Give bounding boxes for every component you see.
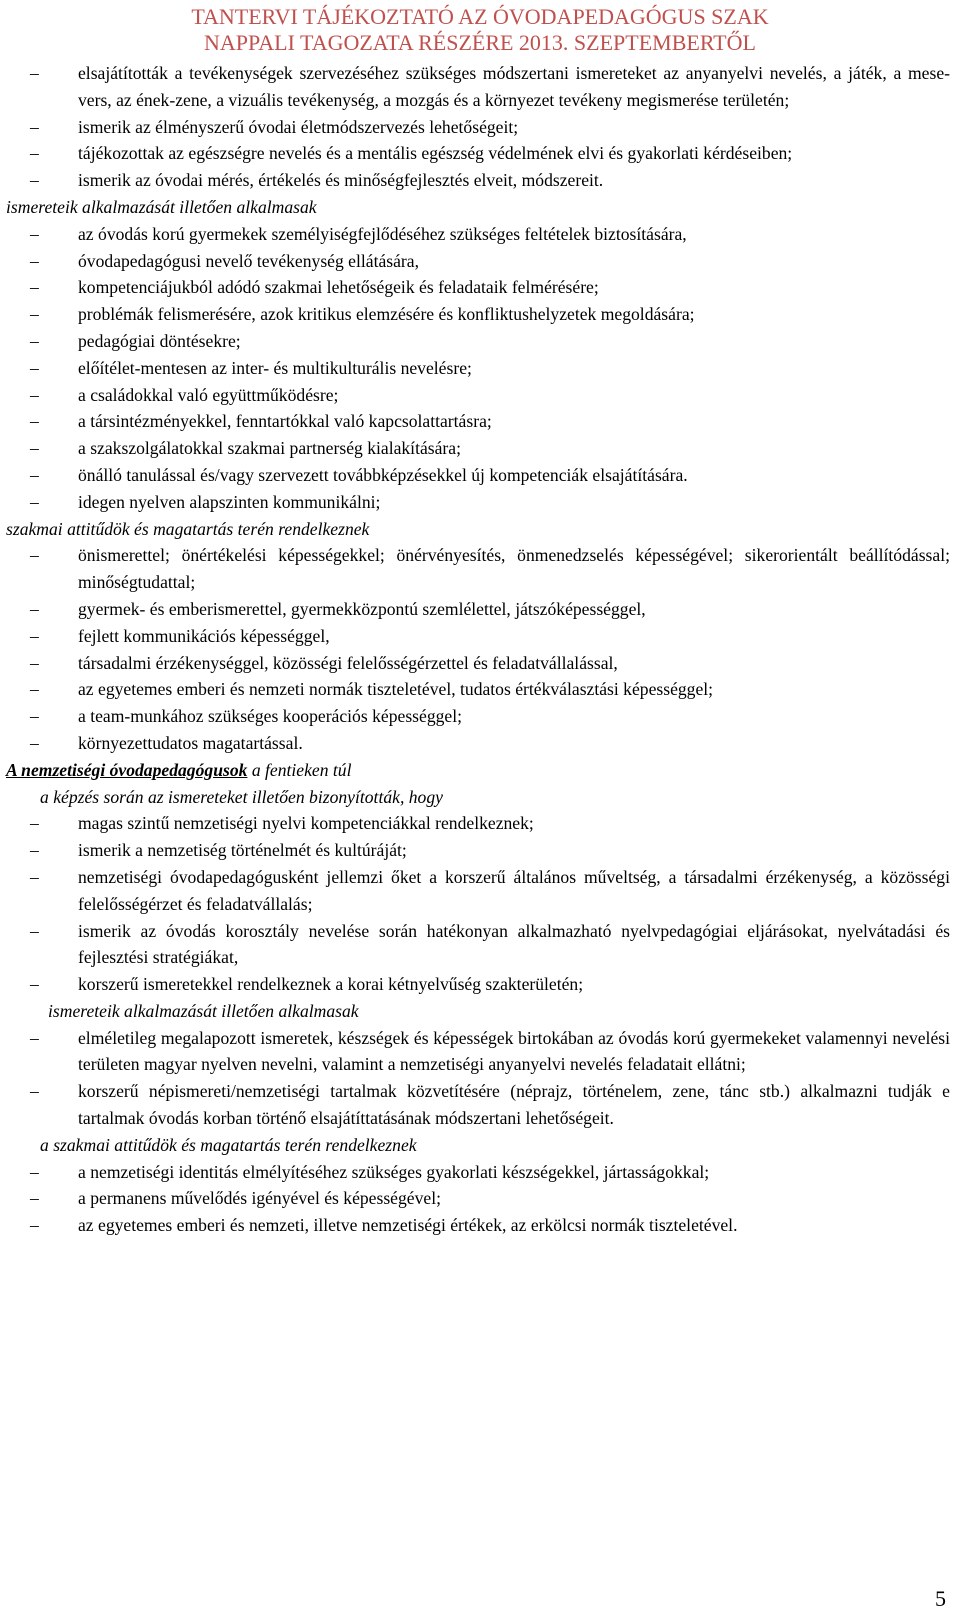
list-item-text: társadalmi érzékenységgel, közösségi felelősségérzettel és feladatvállalással, — [78, 652, 618, 673]
section-heading-attitudes: szakmai attitűdök és magatartás terén rendelkeznek — [6, 518, 370, 539]
list-item — [6, 489, 950, 516]
dash-bullet: – — [30, 170, 39, 191]
list-item-text: előítélet-mentesen az inter- és multikulturális nevelésre; — [78, 357, 472, 378]
list-item-text: gyermek- és emberismerettel, gyermekközpontú szemlélettel, játszóképességgel, — [78, 598, 646, 619]
list-item-text: az egyetemes emberi és nemzeti, illetve nemzetiségi értékek, az erkölcsi normák tiszteletével. — [78, 1215, 738, 1236]
competence-list-application — [6, 221, 950, 516]
dash-bullet: – — [30, 598, 39, 619]
dash-bullet: – — [30, 143, 39, 164]
list-item-text: kompetenciájukból adódó szakmai lehetőségeik és feladataik felmérésére; — [78, 277, 599, 298]
nationality-heading-application: ismereteik alkalmazását illetően alkalmasak — [48, 1000, 359, 1021]
dash-bullet: – — [30, 1027, 39, 1048]
list-item-text: ismerik a nemzetiség történelmét és kultúráját; — [78, 840, 407, 861]
list-item-text: fejlett kommunikációs képességgel, — [78, 625, 330, 646]
list-item — [6, 140, 950, 167]
section-heading-application: ismereteik alkalmazását illetően alkalmasak — [6, 196, 317, 217]
nationality-heading-knowledge: a képzés során az ismereteket illetően bizonyították, hogy — [40, 786, 443, 807]
dash-bullet: – — [30, 1081, 39, 1102]
list-item — [6, 382, 950, 409]
dash-bullet: – — [30, 840, 39, 861]
nationality-title-rest: a fentieken túl — [247, 759, 352, 780]
list-item-text: a családokkal való együttműködésre; — [78, 384, 339, 405]
list-item — [6, 1025, 950, 1079]
list-item-text: óvodapedagógusi nevelő tevékenység ellátására, — [78, 250, 419, 271]
dash-bullet: – — [30, 625, 39, 646]
dash-bullet: – — [30, 384, 39, 405]
list-item — [6, 676, 950, 703]
dash-bullet: – — [30, 223, 39, 244]
header-line-2: NAPPALI TAGOZATA RÉSZÉRE 2013. SZEPTEMBERTŐL — [204, 30, 756, 55]
page-number: 5 — [935, 1586, 946, 1611]
list-item — [6, 114, 950, 141]
list-item — [6, 730, 950, 757]
list-item-text: korszerű népismereti/nemzetiségi tartalmak közvetítésére (néprajz, történelem, zene, tánc stb.) alkalmazni tudják e tartalmak óvodás korban történő elsajátíttatásának módszertani lehetőségeit. — [78, 1081, 950, 1129]
list-item-text: ismerik az élményszerű óvodai életmódszervezés lehetőségeit; — [78, 116, 519, 137]
list-item — [6, 971, 950, 998]
list-item-text: korszerű ismeretekkel rendelkeznek a korai kétnyelvűség szakterületén; — [78, 974, 584, 995]
nationality-heading-attitudes: a szakmai attitűdök és magatartás terén rendelkeznek — [40, 1134, 417, 1155]
header-line-1: TANTERVI TÁJÉKOZTATÓ AZ ÓVODAPEDAGÓGUS SZAK — [191, 4, 769, 29]
dash-bullet: – — [30, 1215, 39, 1236]
dash-bullet: – — [30, 974, 39, 995]
list-item — [6, 248, 950, 275]
dash-bullet: – — [30, 813, 39, 834]
list-item — [6, 542, 950, 596]
nationality-list-attitudes — [6, 1159, 950, 1239]
dash-bullet: – — [30, 1188, 39, 1209]
list-item-text: magas szintű nemzetiségi nyelvi kompetenciákkal rendelkeznek; — [78, 813, 534, 834]
list-item — [6, 1159, 950, 1186]
dash-bullet: – — [30, 866, 39, 887]
list-item — [6, 810, 950, 837]
list-item-text: környezettudatos magatartással. — [78, 732, 303, 753]
list-item — [6, 167, 950, 194]
list-item — [6, 837, 950, 864]
list-item — [6, 1212, 950, 1239]
list-item — [6, 864, 950, 918]
list-item-text: ismerik az óvodás korosztály nevelése során hatékonyan alkalmazható nyelvpedagógiai eljárásokat, nyelvátadási és fejlesztési stratégiákat, — [78, 920, 950, 968]
dash-bullet: – — [30, 464, 39, 485]
list-item-text: a társintézményekkel, fenntartókkal való kapcsolattartásra; — [78, 411, 492, 432]
dash-bullet: – — [30, 330, 39, 351]
dash-bullet: – — [30, 250, 39, 271]
nationality-list-knowledge — [6, 810, 950, 998]
list-item — [6, 301, 950, 328]
dash-bullet: – — [30, 545, 39, 566]
list-item-text: ismerik az óvodai mérés, értékelés és minőségfejlesztés elveit, módszereit. — [78, 170, 604, 191]
list-item-text: a szakszolgálatokkal szakmai partnerség kialakítására; — [78, 438, 461, 459]
dash-bullet: – — [30, 732, 39, 753]
dash-bullet: – — [30, 116, 39, 137]
list-item — [6, 60, 950, 114]
list-item-text: a permanens művelődés igényével és képességével; — [78, 1188, 441, 1209]
list-item — [6, 1078, 950, 1132]
list-item — [6, 918, 950, 972]
dash-bullet: – — [30, 304, 39, 325]
list-item — [6, 221, 950, 248]
list-item-text: önismerettel; önértékelési képességekkel; önérvényesítés, önmenedzselés képességével; sikerorientált beállítódással; minőségtudattal; — [78, 545, 950, 593]
dash-bullet: – — [30, 706, 39, 727]
competence-list-attitudes — [6, 542, 950, 756]
dash-bullet: – — [30, 652, 39, 673]
page-content — [6, 60, 950, 1239]
list-item — [6, 435, 950, 462]
nationality-title-emphasis: A nemzetiségi óvodapedagógusok — [6, 759, 248, 780]
list-item — [6, 462, 950, 489]
page-header — [0, 0, 960, 56]
nationality-section-title — [6, 757, 950, 784]
dash-bullet: – — [30, 438, 39, 459]
dash-bullet: – — [30, 277, 39, 298]
list-item — [6, 623, 950, 650]
list-item-text: a team-munkához szükséges kooperációs képességgel; — [78, 706, 462, 727]
list-item-text: pedagógiai döntésekre; — [78, 330, 241, 351]
list-item-text: a nemzetiségi identitás elmélyítéséhez szükséges gyakorlati készségekkel, jártasságokkal; — [78, 1161, 710, 1182]
nationality-list-application — [6, 1025, 950, 1132]
list-item-text: problémák felismerésére, azok kritikus elemzésére és konfliktushelyzetek megoldására; — [78, 304, 695, 325]
dash-bullet: – — [30, 679, 39, 700]
list-item — [6, 650, 950, 677]
list-item — [6, 1185, 950, 1212]
competence-list-knowledge — [6, 60, 950, 194]
list-item-text: nemzetiségi óvodapedagógusként jellemzi őket a korszerű általános műveltség, a társadalmi érzékenység, a közösségi felelősségérzet és feladatvállalás; — [78, 866, 950, 914]
dash-bullet: – — [30, 491, 39, 512]
list-item — [6, 408, 950, 435]
list-item — [6, 328, 950, 355]
list-item — [6, 596, 950, 623]
dash-bullet: – — [30, 63, 39, 83]
dash-bullet: – — [30, 920, 39, 941]
list-item-text: önálló tanulással és/vagy szervezett továbbképzésekkel új kompetenciák elsajátítására. — [78, 464, 688, 485]
list-item — [6, 274, 950, 301]
dash-bullet: – — [30, 357, 39, 378]
list-item — [6, 355, 950, 382]
list-item-text: idegen nyelven alapszinten kommunikálni; — [78, 491, 381, 512]
list-item-text: elméletileg megalapozott ismeretek, készségek és képességek birtokában az óvodás korú gyermekeket valamennyi nevelési területen magyar nyelven nevelni, valamint a nemzetiségi anyanyelvi nevelés feladatait ellátni; — [78, 1027, 950, 1075]
list-item-text: az egyetemes emberi és nemzeti normák tiszteletével, tudatos értékválasztási képességgel; — [78, 679, 714, 700]
list-item — [6, 703, 950, 730]
dash-bullet: – — [30, 411, 39, 432]
list-item-text: az óvodás korú gyermekek személyiségfejlődéséhez szükséges feltételek biztosítására, — [78, 223, 687, 244]
list-item-text: tájékozottak az egészségre nevelés és a mentális egészség védelmének elvi és gyakorlati kérdéseiben; — [78, 143, 793, 164]
list-item-text: elsajátították a tevékenységek szervezéséhez szükséges módszertani ismereteket az anyanyelvi nevelés, a játék, a mese-vers, az ének-zene, a vizuális tevékenység, a mozgás és a környezet tevékeny megismerése területén; — [78, 63, 950, 110]
dash-bullet: – — [30, 1161, 39, 1182]
